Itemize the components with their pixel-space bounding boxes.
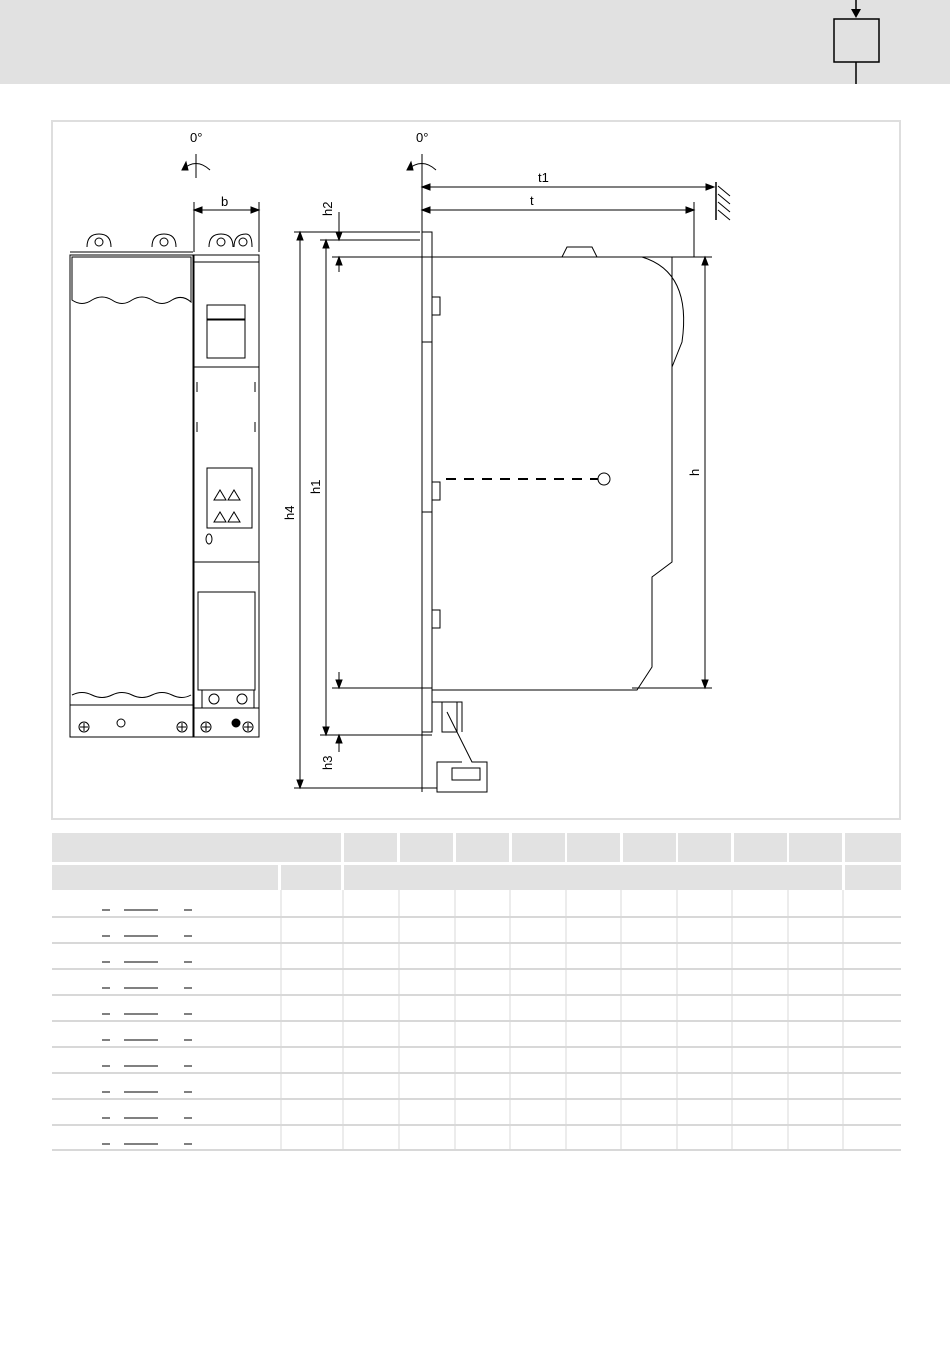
controller-front [194,234,259,737]
drawing-svg [53,122,903,822]
dim-label-h1: h1 [308,479,323,494]
filter-module [70,234,193,737]
dim-label-h4: h4 [282,505,297,520]
table-grid [52,833,901,1153]
dimensions-table [52,833,901,1153]
dim-label-h2: h2 [320,201,335,216]
front-rotation-label: 0° [190,130,203,145]
side-rotation-label: 0° [416,130,429,145]
dim-label-t: t [530,193,534,208]
brand-label: Lenze [210,475,235,485]
header-band [0,0,950,84]
device-symbol-icon [0,0,950,84]
dim-label-b: b [221,194,229,209]
dim-label-h3: h3 [320,755,335,770]
dim-label-t1: t1 [538,170,549,185]
controller-side [422,178,684,792]
dimension-drawing [51,120,901,820]
dim-label-h: h [687,468,702,476]
